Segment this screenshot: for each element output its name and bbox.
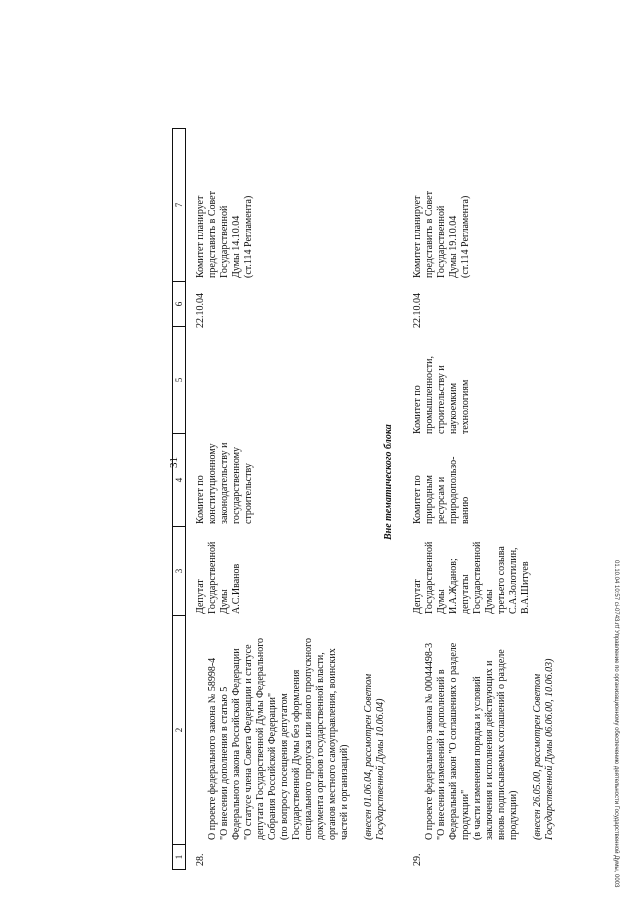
row-number: 28.	[195, 853, 206, 866]
consideration-date: 22.10.04	[412, 293, 423, 328]
co-committee: Комитет по промышленности, строительству и наукоемким технологиям	[412, 356, 471, 434]
bill-author: Депутат Государственной Думы А.С.Иванов	[195, 541, 242, 614]
footer-stamp	[610, 0, 622, 900]
page-number: 31	[168, 457, 180, 468]
responsible-committee: Комитет по природным ресурсам и природопользо- ванию	[412, 456, 471, 524]
row-number: 29.	[412, 853, 423, 866]
col-header-6: 6	[173, 282, 186, 327]
column-header-row	[172, 128, 186, 870]
bill-title-text: О проекте федерального закона № 58998-4 "О внесении дополнения в статью 5 Федерального закона Российской Федерации "О статусе члена Совета Федерации и статусе депутата Государственной Думы Федерального Собрания Российской Федерации" (по вопросу посещения депутатом Государственной Думы без оформления специального пропуска или иного пропускного документа органов государственной власти, органов местного самоуправления, воинских частей и организаций)	[207, 637, 350, 840]
bill-title	[412, 614, 568, 840]
bill-note: (внесен 01.06.04, рассмотрен Советом Государственной Думы 10.06.04)	[363, 673, 386, 840]
col-header-1: 1	[173, 845, 186, 870]
consideration-date: 22.10.04	[195, 293, 206, 328]
responsible-committee: Комитет по конституционному законодательству и государственному строительству	[195, 442, 254, 524]
bill-note: (внесен 26.05.00, рассмотрен Советом Государственной Думы 06.06.00, 10.06.03)	[532, 658, 555, 840]
bill-title	[195, 614, 399, 840]
col-header-3: 3	[173, 527, 186, 616]
bill-author: Депутат Государственной Думы И.А.Жданов; депутаты Государственной Думы третьего созыва С.А.Золотилин, В.А.Шитуев	[412, 541, 531, 614]
col-header-5: 5	[173, 327, 186, 434]
col-header-7: 7	[173, 129, 186, 282]
remark: Комитет планирует представить в Совет Государственной Думы 14.10.04 (ст.114 Регламента)	[195, 191, 254, 278]
bill-title-text: О проекте федерального закона № 00044498-3 "О внесении изменений и дополнений в Федеральный закон "О соглашениях о разделе продукции" (в части изменения порядка и условий заключения и исполнения действующих и вновь подписываемых соглашений о разделе продукции)	[424, 642, 519, 840]
section-heading: Вне тематического блока	[383, 424, 394, 540]
col-header-2: 2	[173, 616, 186, 845]
footer-text: 01.10.04 10:57 ci-0743.rtf Управление по организационному обеспечению деятельности Государственной Думы, 0003	[613, 560, 619, 888]
rotated-landscape-content	[40, 36, 596, 870]
remark: Комитет планирует представить в Совет Государственной Думы 19.10.04 (ст.114 Регламента)	[412, 191, 471, 278]
col-header-4: 4	[173, 434, 186, 527]
